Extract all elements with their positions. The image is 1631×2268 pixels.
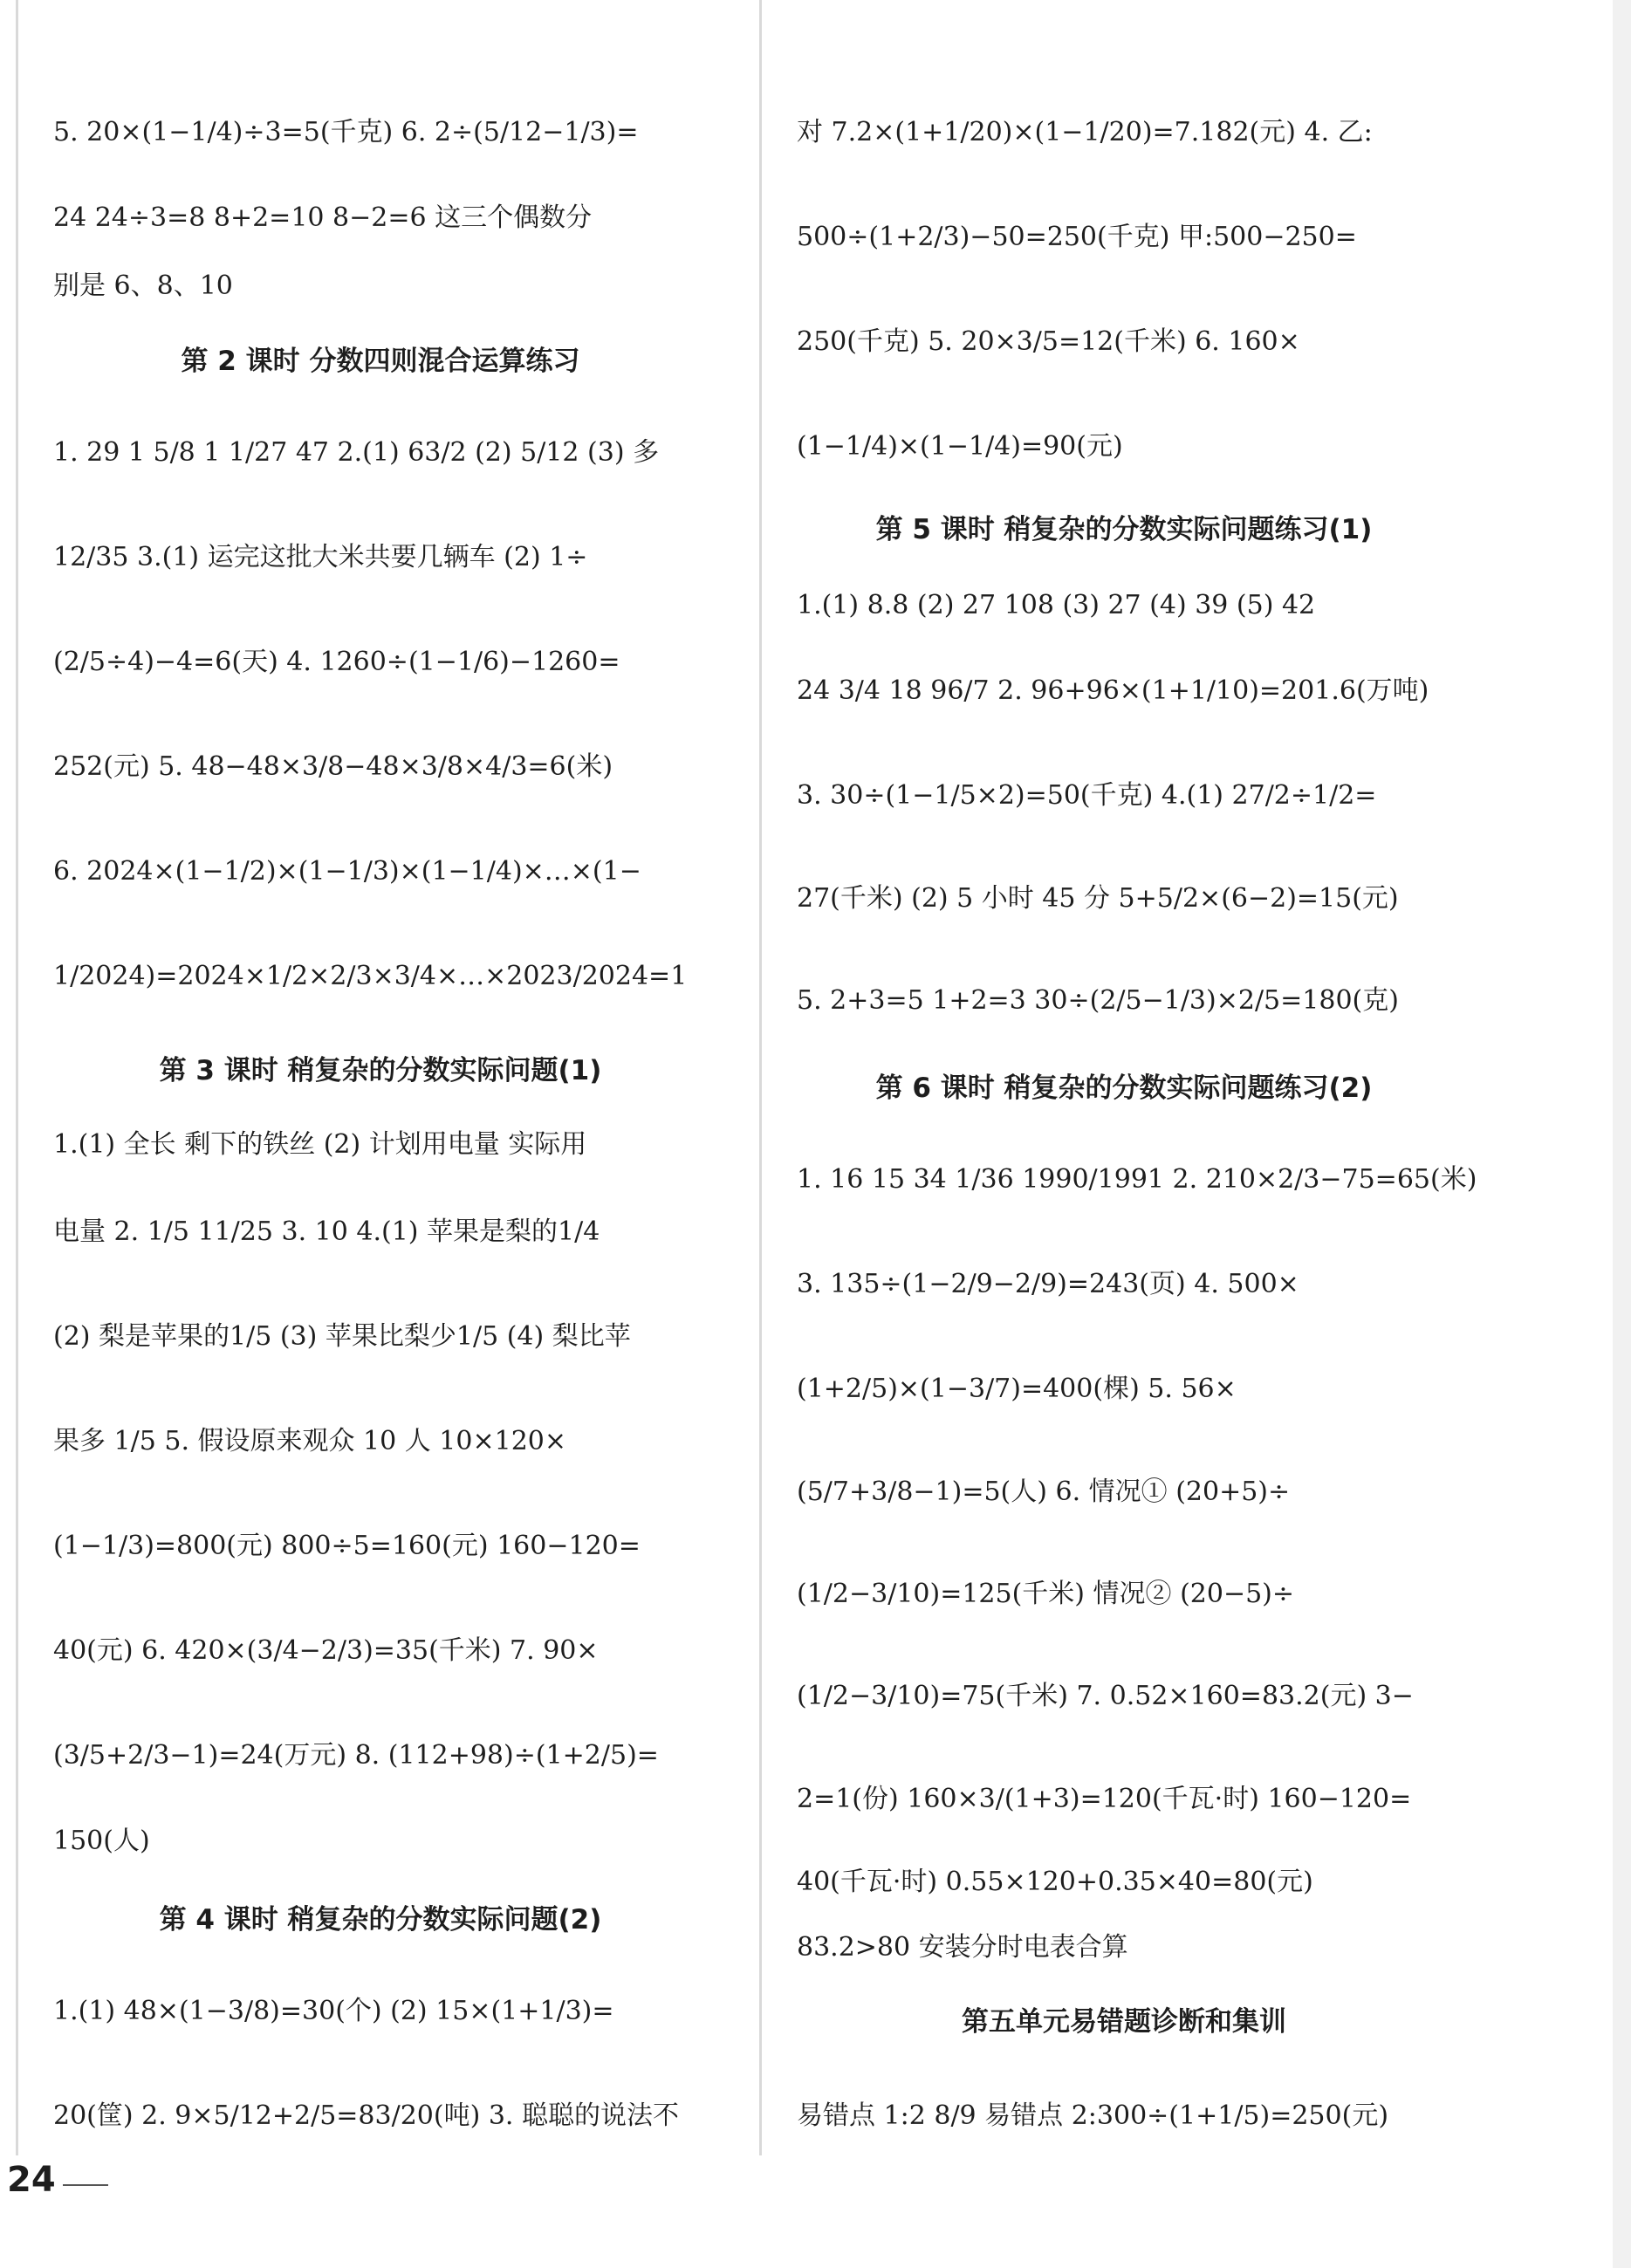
answer-line: (2/5÷4)−4=6(天) 4. 1260÷(1−1/6)−1260= [53,647,620,677]
answer-line: 5. 20×(1−1/4)÷3=5(千克) 6. 2÷(5/12−1/3)= [53,117,639,147]
answer-line: 40(千瓦·时) 0.55×120+0.35×40=80(元) [797,1867,1313,1897]
answer-line: 252(元) 5. 48−48×3/8−48×3/8×4/3=6(米) [53,751,613,782]
answer-line: 27(千米) (2) 5 小时 45 分 5+5/2×(6−2)=15(元) [797,883,1399,914]
answer-line: 1/2024)=2024×1/2×2/3×3/4×…×2023/2024=1 [53,961,688,991]
answer-line: 5. 2+3=5 1+2=3 30÷(2/5−1/3)×2/5=180(克) [797,985,1399,1016]
left-column [16,0,743,2155]
answer-line: (1+2/5)×(1−3/7)=400(棵) 5. 56× [797,1374,1237,1404]
lesson-heading: 第 4 课时 稍复杂的分数实际问题(2) [159,1904,602,1936]
answer-line: 3. 135÷(1−2/9−2/9)=243(页) 4. 500× [797,1269,1299,1299]
answer-line: (2) 梨是苹果的1/5 (3) 苹果比梨少1/5 (4) 梨比苹 [53,1321,631,1352]
answer-line: 12/35 3.(1) 运完这批大米共要几辆车 (2) 1÷ [53,542,588,572]
answer-line: 150(人) [53,1826,150,1856]
answer-line: 1.(1) 8.8 (2) 27 108 (3) 27 (4) 39 (5) 42 [797,590,1316,620]
answer-line: 易错点 1:2 8/9 易错点 2:300÷(1+1/5)=250(元) [797,2100,1389,2131]
page-number: 24 [7,2160,56,2200]
answer-line: 2=1(份) 160×3/(1+3)=120(千瓦·时) 160−120= [797,1784,1412,1814]
answer-line: 别是 6、8、10 [53,271,233,301]
lesson-heading: 第 2 课时 分数四则混合运算练习 [181,346,580,377]
answer-line: 1. 16 15 34 1/36 1990/1991 2. 210×2/3−75=65(米) [797,1164,1477,1195]
answer-line: 1.(1) 48×(1−3/8)=30(个) (2) 15×(1+1/3)= [53,1996,614,2026]
answer-line: 500÷(1+2/3)−50=250(千克) 甲:500−250= [797,222,1357,252]
answer-line: 1. 29 1 5/8 1 1/27 47 2.(1) 63/2 (2) 5/12 (3) 多 [53,437,660,468]
lesson-heading: 第 6 课时 稍复杂的分数实际问题练习(2) [875,1072,1373,1104]
answer-line: 20(筐) 2. 9×5/12+2/5=83/20(吨) 3. 聪聪的说法不 [53,2100,679,2131]
answer-line: (1/2−3/10)=75(千米) 7. 0.52×160=83.2(元) 3− [797,1681,1414,1711]
page-number-dash [63,2184,108,2186]
answer-line: 40(元) 6. 420×(3/4−2/3)=35(千米) 7. 90× [53,1635,599,1666]
answer-line: 3. 30÷(1−1/5×2)=50(千克) 4.(1) 27/2÷1/2= [797,780,1377,811]
answer-line: 电量 2. 1/5 11/25 3. 10 4.(1) 苹果是梨的1/4 [53,1216,600,1247]
answer-line: 24 3/4 18 96/7 2. 96+96×(1+1/10)=201.6(万吨) [797,675,1429,706]
section-heading: 第五单元易错题诊断和集训 [962,2006,1286,2038]
lesson-heading: 第 5 课时 稍复杂的分数实际问题练习(1) [875,514,1373,545]
answer-line: 6. 2024×(1−1/2)×(1−1/3)×(1−1/4)×…×(1− [53,856,641,887]
answer-line: 1.(1) 全长 剩下的铁丝 (2) 计划用电量 实际用 [53,1129,587,1160]
answer-line: 果多 1/5 5. 假设原来观众 10 人 10×120× [53,1426,567,1456]
answer-line: 24 24÷3=8 8+2=10 8−2=6 这三个偶数分 [53,202,593,233]
answer-line: (1−1/4)×(1−1/4)=90(元) [797,431,1123,462]
answer-line: (5/7+3/8−1)=5(人) 6. 情况① (20+5)÷ [797,1477,1291,1507]
scan-edge [1613,0,1631,2268]
answer-line: (3/5+2/3−1)=24(万元) 8. (112+98)÷(1+2/5)= [53,1740,659,1771]
answer-line: 83.2>80 安装分时电表合算 [797,1932,1128,1963]
answer-line: (1−1/3)=800(元) 800÷5=160(元) 160−120= [53,1531,641,1561]
lesson-heading: 第 3 课时 稍复杂的分数实际问题(1) [159,1055,602,1086]
right-column [759,0,1486,2155]
answer-line: (1/2−3/10)=125(千米) 情况② (20−5)÷ [797,1579,1295,1609]
answer-line: 250(千克) 5. 20×3/5=12(千米) 6. 160× [797,326,1300,357]
answer-line: 对 7.2×(1+1/20)×(1−1/20)=7.182(元) 4. 乙: [797,117,1373,147]
